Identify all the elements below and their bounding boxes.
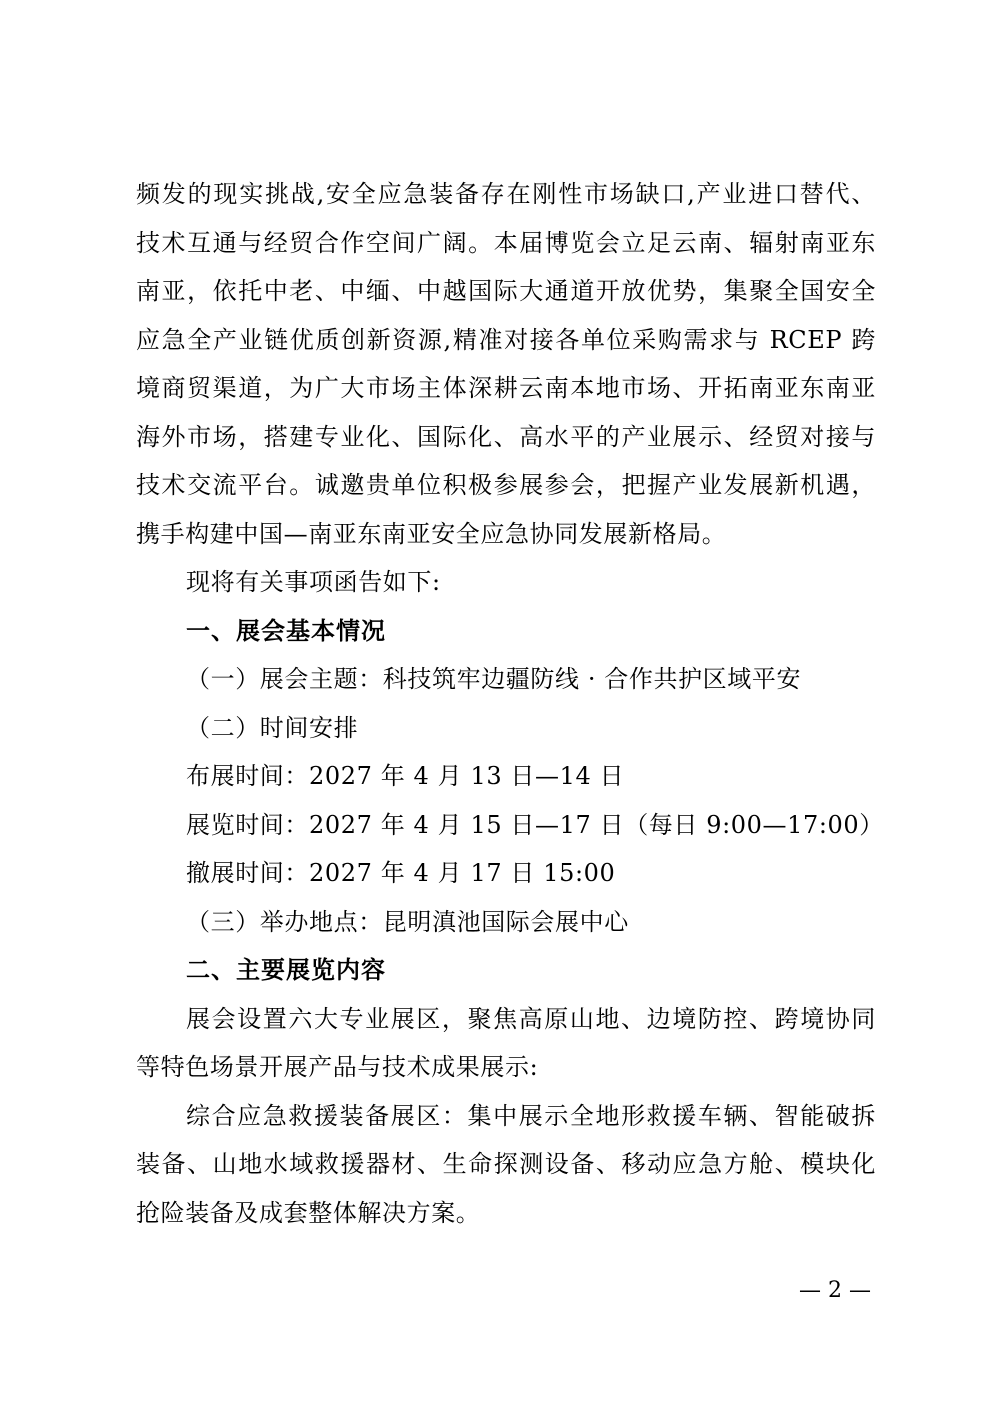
body-text-line: 技术交流平台。诚邀贵单位积极参展参会，把握产业发展新机遇，: [136, 471, 876, 499]
body-text-line: 境商贸渠道，为广大市场主体深耕云南本地市场、开拓南亚东南亚: [136, 374, 876, 402]
venue: （三）举办地点：昆明滇池国际会展中心: [186, 907, 629, 936]
body-text-line: 展会设置六大专业展区，聚焦高原山地、边境防控、跨境协同: [186, 1004, 876, 1033]
body-text-line: 综合应急救援装备展区：集中展示全地形救援车辆、智能破拆: [186, 1101, 876, 1130]
section-heading-basic-info: 一、展会基本情况: [186, 616, 386, 645]
body-text-line: 应急全产业链优质创新资源,精准对接各单位采购需求与 RCEP 跨: [136, 325, 876, 354]
teardown-time: 撤展时间：2027 年 4 月 17 日 15:00: [186, 859, 616, 887]
section-heading-exhibits: 二、主要展览内容: [186, 956, 386, 984]
body-text-line: 频发的现实挑战,安全应急装备存在刚性市场缺口,产业进口替代、: [136, 180, 876, 208]
body-text-line: 技术互通与经贸合作空间广阔。本届博览会立足云南、辐射南亚东: [136, 228, 876, 257]
exhibit-time: 展览时间：2027 年 4 月 15 日—17 日（每日 9:00—17:00）: [186, 810, 884, 839]
body-text-line: 海外市场，搭建专业化、国际化、高水平的产业展示、经贸对接与: [136, 422, 876, 451]
body-text-line: 南亚，依托中老、中缅、中越国际大通道开放优势，集聚全国安全: [136, 277, 876, 305]
exhibition-theme: （一）展会主题：科技筑牢边疆防线 · 合作共护区域平安: [186, 665, 802, 693]
body-text-line: 抢险装备及成套整体解决方案。: [136, 1198, 481, 1227]
notice-line: 现将有关事项函告如下:: [186, 568, 441, 596]
body-text-line: 携手构建中国—南亚东南亚安全应急协同发展新格局。: [136, 519, 727, 548]
schedule-subheading: （二）时间安排: [186, 713, 359, 742]
document-body: [136, 170, 884, 1237]
body-text-line: 等特色场景开展产品与技术成果展示:: [136, 1053, 539, 1081]
setup-time: 布展时间：2027 年 4 月 13 日—14 日: [186, 762, 625, 790]
body-text-line: 装备、山地水域救援器材、生命探测设备、移动应急方舱、模块化: [136, 1150, 876, 1178]
page-number: — 2 —: [799, 1278, 871, 1303]
